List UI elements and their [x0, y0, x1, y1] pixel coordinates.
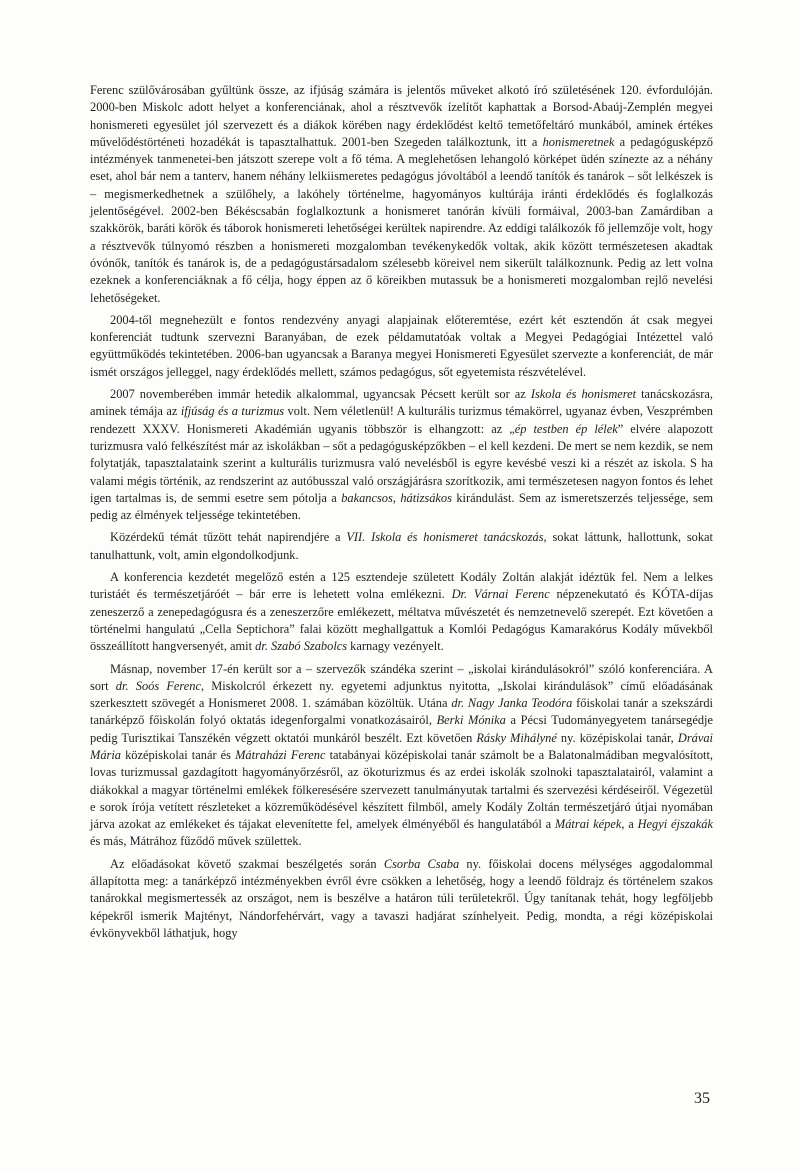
italic-text: Mátrai képek [554, 817, 622, 832]
text-run: , sokat láttunk, hallottunk, sokat tanulhattunk, volt, amin elgondolkodjunk. [90, 530, 713, 562]
italic-text: Dr. Várnai Ferenc [451, 587, 550, 602]
text-run: 2007 novemberében immár hetedik alkalommal, ugyancsak Pécsett került sor az [110, 387, 531, 402]
italic-text: dr. Szabó Szabolcs [255, 639, 348, 654]
italic-text: Csorba Csaba [383, 856, 460, 871]
text-run: , a [621, 817, 638, 832]
paragraph [90, 312, 713, 381]
text-run: ny. főiskolai docens mélységes aggodalommal állapította meg: a tanárképző intézményekben évről évre csökken a lehetőség, hogy a leendő földrajz és történelem szakos tanárokkal megismertessék az országot, nem is beszélve a határon túli területekről. Úgy tanítanak tehát, hogy legföljebb képekről ismerik Majtényt, Nándorfehérvárt, vagy a tavaszi hadjárat színhelyeit. Pedig, mondta, a régi középiskolai évkönyvekből láthatjuk, hogy [90, 856, 713, 940]
text-run: a pedagógusképző intézmények tanmenetei-ben játszott szerepe volt a fő téma. A meglehetősen lehangoló körképet üdén színezte az a néhány eset, ahol bár nem a tanterv, hanem néhány lelkiismeretes pedagógus jóvoltából a leendő tanítók és tanárok – sőt lelkészek is – megismerkedhetnek a szülőhely, a lakóhely történelme, hagyományos kultúrája iránti érdeklődés és foglalkozás jelentőségével. 2002-ben Békéscsabán foglalkoztunk a honismeret tanórán kívüli formáival, 2003-ban Zamárdiban a szakkörök, baráti körök és táborok honismereti lehetőségei kerültek napirendre. Az eddigi találkozók fő jellemzője volt, hogy a résztvevők túlnyomó részben a honismereti mozgalomban tevékenykedők voltak, akik között természetesen akadtak óvónők, tanítók és tanárok is, de a pedagógustársadalom szélesebb köreivel nem sikerült találkoznunk. Pedig az lett volna ezeknek a konferenciáknak a fő célja, hogy éppen az ő köreikben mutassuk be a honismereti mozgalomban rejlő nevelési lehetőségeket. [90, 134, 713, 305]
text-run: népzenekutató és KÓTA-díjas zeneszerző a zenepedagógusra és a zeneszerzőre emlékezett, méltatva művészetét és nemzetnevelő szerepét. Ezt követően a történelmi hangulatú „Cella Septichora” falai között meghallgattuk a Komlói Pedagógus Kamarakórus Kodály művekből összeállított hangversenyét, amit [90, 587, 714, 654]
text-run: karnagy vezényelt. [347, 639, 444, 654]
italic-text: VII. Iskola és honismeret tanácskozás [346, 530, 544, 545]
italic-text: Rásky Mihályné [476, 730, 557, 745]
text-run: és más, Mátrához fűződő művek születtek. [90, 834, 302, 849]
italic-text: Iskola és honismeret [530, 387, 637, 402]
italic-text: dr. Nagy Janka Teodóra [451, 696, 573, 711]
text-run: Ferenc szülővárosában gyűltünk össze, az ifjúság számára is jelentős műveket alkotó író születésének 120. évfordulóján. 2000-ben Miskolc adott helyet a konferenciának, ahol a résztvevők ízelítőt kaphattak a Borsod-Abaúj-Zemplén megyei honismereti egyesület jól szervezett és a diákok körében nagy érdeklődést keltő temetőfeltáró munkából, aminek értékes művelődéstörténeti hozadékát is tapasztalhattuk. 2001-ben Szegeden találkoztunk, itt a [90, 83, 713, 149]
page-number: 35 [694, 1090, 710, 1107]
text-run: kirándulást. Sem az ismeretszerzés teljessége, sem pedig az élmények teljessége tekintetében. [90, 490, 713, 523]
italic-text: ifjúság és a turizmus [180, 404, 285, 419]
text-run: , Miskolcról érkezett ny. egyetemi adjunktus nyitotta, „Iskolai kirándulások” című előadásának szerkesztett szövegét a Honismeret 2008. 1. számában közöltük. Utána [90, 678, 714, 711]
text-run: ny. középiskolai tanár, [556, 730, 678, 745]
text-run: tatabányai középiskolai tanár számolt be a Balatonalmádiban megvalósított, lovas turizmussal gazdagított hagyományőrzésről, az ökoturizmus és az erdei iskolák szolnoki tapasztalatairól, valamint a diákokkal a magyar történelmi emlékek fölkeresésére szervezett tanulmányutak tartalmi és szervezési kérdéseiről. Végezetül e sorok írója vetített részleteket a közreműködésével készített filmből, amely Kodály Zoltán természetjáró útjai nyomában járva azokat az emlékeket és tájakat elevenítette fel, amelyek élményéből és hangulatából a [90, 747, 713, 832]
text-run: Másnap, november 17-én került sor a – szervezők szándéka szerint – „iskolai kirándulásokról” szóló konferenciára. A sort [90, 661, 713, 693]
italic-text: Drávai Mária [90, 730, 713, 762]
italic-text: Berki Mónika [436, 713, 506, 728]
paragraph [90, 856, 713, 942]
document-body [90, 82, 713, 942]
text-run: volt. Nem véletlenül! A kulturális turizmus témakörrel, ugyanaz évben, Veszprémben rendezett XXXV. Honismereti Akadémián ugyanis többször is elhangzott: az „ [90, 404, 713, 436]
paragraph [90, 386, 713, 524]
text-run: A konferencia kezdetét megelőző estén a 125 esztendeje született Kodály Zoltán alakját idéztük fel. Nem a lelkes turistáét és természetjáróét – bár erre is lehetett volna emlékezni. [90, 570, 713, 602]
italic-text: honismeretnek [542, 134, 615, 149]
paragraph [90, 661, 713, 851]
text-run: Közérdekű témát tűzött tehát napirendjére a [110, 530, 347, 545]
italic-text: dr. Soós Ferenc [115, 678, 201, 693]
italic-text: bakancsos, hátizsákos [341, 490, 452, 505]
text-run: a Pécsi Tudományegyetem tanársegédje pedig Turisztikai Tanszékén végzett oktatói munkáról beszélt. Ezt követően [90, 713, 714, 745]
paragraph [90, 569, 713, 655]
text-run: tanácskozásra, aminek témája az [90, 387, 713, 419]
italic-text: Mátraházi Ferenc [235, 747, 326, 762]
text-run: Az előadásokat követő szakmai beszélgetés során [110, 856, 384, 871]
text-run: középiskolai tanár és [120, 747, 236, 762]
text-run: 2004-től megnehezült e fontos rendezvény anyagi alapjainak előteremtése, ezért két esztendőn át csak megyei konferenciát tudtunk szervezni Baranyában, de ezek példamutatóak voltak a Megyei Pedagógiai Intézettel való együttműködés tekintetében. 2006-ban ugyancsak a Baranya megyei Honismereti Egyesület szervezte a konferenciát, de már ismét országos jelleggel, nagy érdeklődés mellett, számos pedagógus, sőt egyetemista részvételével. [90, 312, 713, 379]
text-run: főiskolai tanár a szekszárdi tanárképző főiskolán folyó oktatás idegenforgalmi vonatkozásairól, [90, 696, 713, 728]
paragraph [90, 529, 713, 564]
text-run: ” elvére alapozott turizmusra való felkészítést már az iskolákban – sőt a pedagógusképzőkben – el kell kezdeni. De mert se nem kezdik, se nem folytatják, tapasztalataink szerint a kulturális turizmusra való nevelésből is egyre kevésbé veszi ki a részét az iskola. S ha valami mégis történik, az rendszerint az autóbusszal való országjárásra szorítkozik, ami természetesen nagyon fontos és lehet igen tartalmas is, de semmi esetre sem pótolja a [90, 421, 714, 505]
paragraph [90, 82, 713, 307]
italic-text: Hegyi éjszakák [637, 817, 713, 832]
italic-text: ép testben ép lélek [514, 421, 618, 436]
